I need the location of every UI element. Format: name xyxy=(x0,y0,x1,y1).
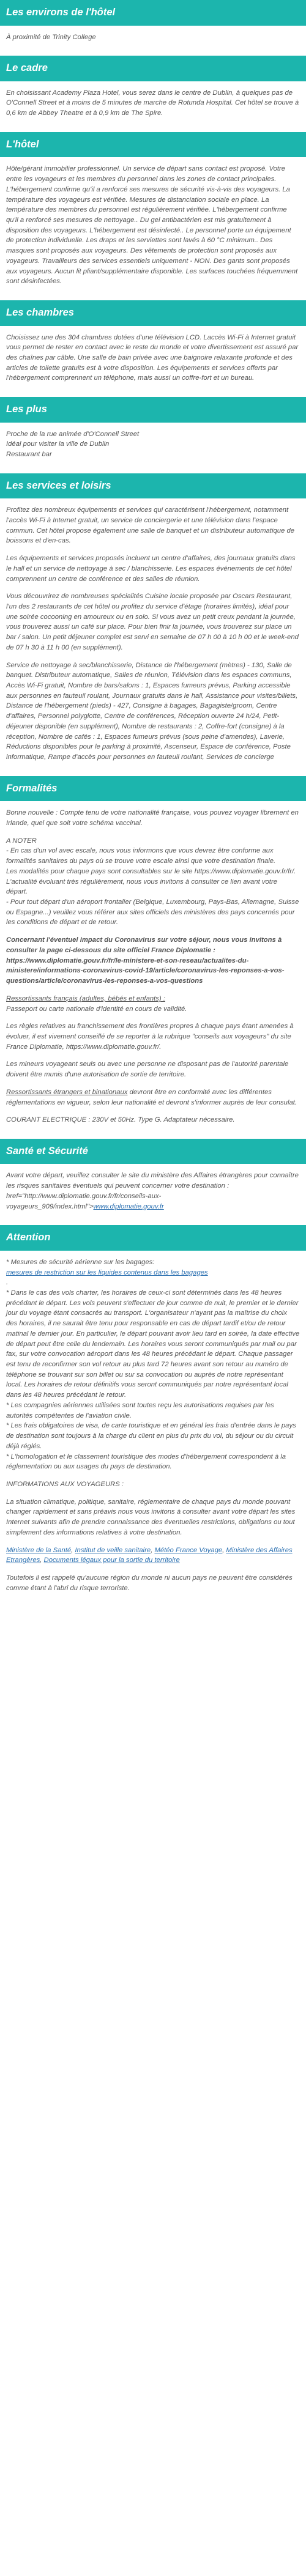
section-attention xyxy=(0,1225,306,1593)
documents-legaux-link[interactable]: Documents légaux pour la sortie du territoire xyxy=(43,1556,180,1564)
ressortissants-etrangers-text: devront être en conformité avec les différentes réglementations en vigueur, selon leur nationalité et devront s'informer auprès de leur consulat. xyxy=(6,1088,297,1106)
section-plus xyxy=(0,397,306,460)
compagnies-note: * Les compagnies aériennes utilisées sont toutes reçu les autorisations requises par les autorités compétentes de l'aviation civile. xyxy=(6,1401,274,1419)
section-title: Attention xyxy=(0,1225,306,1251)
coronavirus-notice: Concernant l'éventuel impact du Coronavirus sur votre séjour, nous vous invitons à consulter la page ci-dessous du site officiel France Diplomatie : https://www.diplomatie.gouv.fr/fr/le-ministere-et-son-reseau/actualites-du-ministere/informations-coronavirus-covid-19/article/coronavirus-les-reponses-a-vos-questions/article/coronavirus-les-reponses-a-vos-questions xyxy=(6,936,285,985)
section-sante xyxy=(0,1139,306,1212)
official-links: Ministère de la Santé, Institut de veille sanitaire, Météo France Voyage, Ministère des Affaires Etrangères, Documents légaux pour la sortie du territoire xyxy=(6,1546,293,1564)
bagages-note-end: . xyxy=(6,1279,9,1287)
section-title: Les chambres xyxy=(0,300,306,326)
terrorisme-text: Toutefois il est rappelé qu'aucune région du monde ni aucun pays ne peuvent être considérés comme étant à l'abri du risque terroriste. xyxy=(6,1574,293,1592)
services-paragraph: Service de nettoyage à sec/blanchisserie, Distance de l'hébergement (mètres) - 130, Salle de banquet. Distributeur automatique, Salles de réunion, Télévision dans les espaces communs, Accès Wi-Fi gratuit, Nombre de bars/salons : 1, Espaces fumeurs prévus, Parking accessible aux personnes en fauteuil roulant, Journaux gratuits dans le hall, Assistance pour visites/billets, Distance de l'hébergement (pieds) - 427, Consigne à bagages, Bagagiste/groom, Centre d'affaires, Personnel polyglotte, Centre de conférences, Réception ouverte 24 h/24, Petit-déjeuner disponible (en supplément), Nombre de restaurants : 2, Coffre-fort (consigne) à la réception, Nombre de cafés : 1, Espaces fumeurs prévus (sous peine d'amendes), Laverie, Réductions disponibles pour le parking à proximité, Ascenseur, Espace de conférence, Poste informatique, Rampe d'accès pour personnes en fauteuil roulant, Services de concierge xyxy=(6,661,298,761)
section-title: L'hôtel xyxy=(0,132,306,158)
veille-sanitaire-link[interactable]: Institut de veille sanitaire xyxy=(75,1546,151,1554)
note-line: - En cas d'un vol avec escale, nous vous informons que vous devrez être conforme aux formalités sanitaires du pays où se trouve votre escale ainsi que votre destination finale. xyxy=(6,847,276,865)
chambres-text: Choisissez une des 304 chambres dotées d'une télévision LCD. Laccès Wi-Fi à Internet gratuit vous permet de rester en contact avec le reste du monde et votre divertissement est assuré par des chaînes par câble. Une salle de bain privée avec une baignoire relaxante profonde et des articles de toilette gratuits est à votre disposition. Les équipements et services offerts par l'hébergement comprennent un téléphone, mais aussi un coffre-fort et un bureau. xyxy=(6,333,299,382)
sante-ministry-link[interactable]: Ministère de la Santé xyxy=(6,1546,72,1554)
frontieres-regles: Les règles relatives au franchissement des frontières propres à chaque pays étant amenées à évoluer, il est vivement conseillé de se reporter à la rubrique "conseils aux voyageurs" du site France Diplomatie, https://www.diplomatie.gouv.fr/. xyxy=(6,1023,294,1051)
section-title: Les plus xyxy=(0,397,306,423)
diplomatie-link[interactable]: www.diplomatie.gouv.fr xyxy=(93,1202,164,1210)
hotel-text: Hôte/gérant immobilier professionnel. Un service de départ sans contact est proposé. Votre entre les voyageurs et les membres du personnel dans les zones de contact principales. L'hébergement confirme qu'il a renforcé ses mesures de sécurité vis-à-vis des voyageurs. La température des voyageurs est vérifiée. Mesures de distanciation sociale en place. La température des membres du personnel est régulièrement vérifiée. L'hébergement confirme qu'il a renforcé ses mesures de nettoyage.. Du gel antibactérien est mis gratuitement à disposition des voyageurs. L'hébergement est désinfecté.. Le personnel porte un équipement de protection individuelle. Les draps et les serviettes sont lavés à 60 °C minimum.. Des masques sont proposés aux voyageurs. Des vêtements de protection sont proposés aux voyageurs. Travailleurs des services essentiels uniquement - NON. Des gants sont proposés aux voyageurs. Aucun lit pliant/supplémentaire disponible. Les surfaces touchées fréquemment sont désinfectées. xyxy=(6,165,298,286)
services-paragraph: Les équipements et services proposés incluent un centre d'affaires, des journaux gratuits dans le hall et un service de nettoyage à sec / blanchisserie. Les espaces événements de cet hôtel comprennent un centre de conférence et des salles de réunion. xyxy=(6,555,296,583)
section-body xyxy=(0,808,306,1125)
section-body xyxy=(0,505,306,763)
sante-text xyxy=(6,1171,300,1212)
ressortissants-etrangers-heading: Ressortissants étrangers et binationaux xyxy=(6,1088,128,1096)
courant-electrique: COURANT ELECTRIQUE : 230V et 50Hz. Type G. Adaptateur nécessaire. xyxy=(6,1116,235,1124)
plus-line: Restaurant bar xyxy=(6,451,52,459)
section-cadre xyxy=(0,56,306,119)
ressortissants-francais xyxy=(6,994,300,1014)
section-title: Formalités xyxy=(0,776,306,802)
services-paragraph: Vous découvrirez de nombreuses spécialités Cuisine locale proposée par Oscars Restaurant, l'un des 2 restaurants de cet hôtel ou profitez du service d'étage (horaires limités), idéal pour une soirée cocooning en amoureux ou en solo. Si vous avez un petit creux pendant la journée, vous trouverez aussi un café sur place. Pour bien finir la journée, vous trouverez sur place un bar / salon. Un petit déjeuner complet est servi en semaine de 07 h 00 à 10 h 00 et le week-end de 07 h 30 à 11 h 00 (en supplément). xyxy=(6,593,299,651)
meteo-france-link[interactable]: Météo France Voyage xyxy=(154,1546,223,1554)
section-chambres xyxy=(0,300,306,383)
services-paragraph: Profitez des nombreux équipements et services qui caractérisent l'hébergement, notamment l'accès Wi-Fi à Internet gratuit, un service de conciergerie et une télévision dans l'espace commun. Cet hôtel propose également une salle de banquet et un distributeur automatique de boissons et d'en-cas. xyxy=(6,506,295,545)
section-services xyxy=(0,473,306,763)
horaires-note: * Dans le cas des vols charter, les horaires de ceux-ci sont déterminés dans les 48 heures précédant le départ. Les vols peuvent s'effectuer de jour comme de nuit, le premier et le dernier jour du voyage étant consacrés au transport. L'organisateur n'ayant pas la maîtrise du choix des horaires, il ne saurait être tenu pour responsable en cas de départ tardif et/ou de retour matinal le dernier jour. En particulier, le départ pouvant avoir lieu tard en soirée, la date effective de départ peut être celle du lendemain. Les horaires vous seront communiqués par mail ou par fax, sur votre convocation aéroport dans les 48 heures précédant le départ. Chaque passager est tenu de reconfirmer son vol retour au plus tard 72 heures avant son retour au numéro de téléphone se trouvant sur son billet ou sur sa convocation ou auprès de notre représentant local. Les horaires de retour définitifs vous seront communiqués par notre représentant local dans les 48 heures précédant le retour. xyxy=(6,1289,300,1399)
section-body xyxy=(0,1171,306,1212)
ressortissants-francais-text: Passeport ou carte nationale d'identité en cours de validité. xyxy=(6,1005,187,1013)
ressortissants-francais-heading: Ressortissants français (adultes, bébés et enfants) : xyxy=(6,994,165,1002)
plus-line: Idéal pour visiter la ville de Dublin xyxy=(6,440,110,448)
sante-text-before: Avant votre départ, veuillez consulter le site du ministère des Affaires étrangères pour connaître les risques sanitaires éventuels qui peuvent concerner votre destination : href="http://www.diplomatie.gouv.fr/fr/conseils-aux-voyageurs_909/index.html"> xyxy=(6,1172,299,1210)
section-body xyxy=(0,88,306,119)
section-title: Les environs de l'hôtel xyxy=(0,0,306,26)
note-line: Les modalités pour chaque pays sont consultables sur le site https://www.diplomatie.gouv.fr/fr/. L'actualité évoluant très régulièrement, nous vous invitons à consulter ce lien avant votre départ. xyxy=(6,867,296,896)
cadre-text: En choisissant Academy Plaza Hotel, vous serez dans le centre de Dublin, à quelques pas de O'Connell Street et à moins de 5 minutes de marche de Rotunda Hospital. Cet hôtel se trouve à 0,6 km de Abbey Theatre et à 0,9 km de The Spire. xyxy=(6,89,299,117)
note-line: - Pour tout départ d'un aéroport frontalier (Belgique, Luxembourg, Pays-Bas, Allemagne, Suisse ou Espagne...) veuillez vous référer aux sites officiels des ministères des pays concernés pour les conditions de départ et de retour. xyxy=(6,898,299,927)
section-title: Santé et Sécurité xyxy=(0,1139,306,1164)
section-body xyxy=(0,32,306,43)
section-formalites xyxy=(0,776,306,1125)
attention-notes xyxy=(6,1257,300,1472)
section-body xyxy=(0,1257,306,1594)
note-title: A NOTER xyxy=(6,837,37,845)
formalites-note xyxy=(6,836,300,928)
bagages-note xyxy=(6,1257,300,1288)
affaires-etrangeres-link[interactable]: Ministère des Affaires Etrangères xyxy=(6,1546,293,1564)
section-hotel xyxy=(0,132,306,287)
section-title: Les services et loisirs xyxy=(0,473,306,499)
environs-line: À proximité de Trinity College xyxy=(6,33,96,41)
bagages-note-text: * Mesures de sécurité aérienne sur les bagages: xyxy=(6,1258,155,1266)
mineurs-text: Les mineurs voyageant seuls ou avec une personne ne disposant pas de l'autorité parentale doivent être munis d'une autorisation de sortie de territoire. xyxy=(6,1060,289,1079)
situation-text: La situation climatique, politique, sanitaire, réglementaire de chaque pays du monde pouvant changer rapidement et sans préavis nous vous invitons à consulter avant votre départ les sites Internet suivants afin de prendre connaissance des éventuelles restrictions, obligations ou tout simplement des informations relatives à votre destination. xyxy=(6,1498,296,1536)
frais-note: * Les frais obligatoires de visa, de carte touristique et en général les frais d'entrée dans le pays de destination sont toujours à la charge du client en plus du prix du vol, du séjour ou du circuit déjà réglés. xyxy=(6,1422,296,1450)
section-title: Le cadre xyxy=(0,56,306,81)
section-body xyxy=(0,429,306,460)
informations-voyageurs-heading: INFORMATIONS AUX VOYAGEURS : xyxy=(6,1480,124,1488)
hebergement-note: * L'homologation et le classement touristique des modes d'hébergement correspondent à la réglementation ou aux usages du pays de destination. xyxy=(6,1453,286,1471)
liquides-link[interactable]: mesures de restriction sur les liquides contenus dans les bagages xyxy=(6,1268,208,1276)
formalites-intro: Bonne nouvelle : Compte tenu de votre nationalité française, vous pouvez voyager librement en Irlande, quel que soit votre schéma vaccinal. xyxy=(6,809,299,827)
section-body xyxy=(0,164,306,287)
section-environs xyxy=(0,0,306,42)
plus-line: Proche de la rue animée d'O'Connell Street xyxy=(6,430,140,438)
section-body xyxy=(0,333,306,384)
ressortissants-etrangers xyxy=(6,1087,300,1108)
